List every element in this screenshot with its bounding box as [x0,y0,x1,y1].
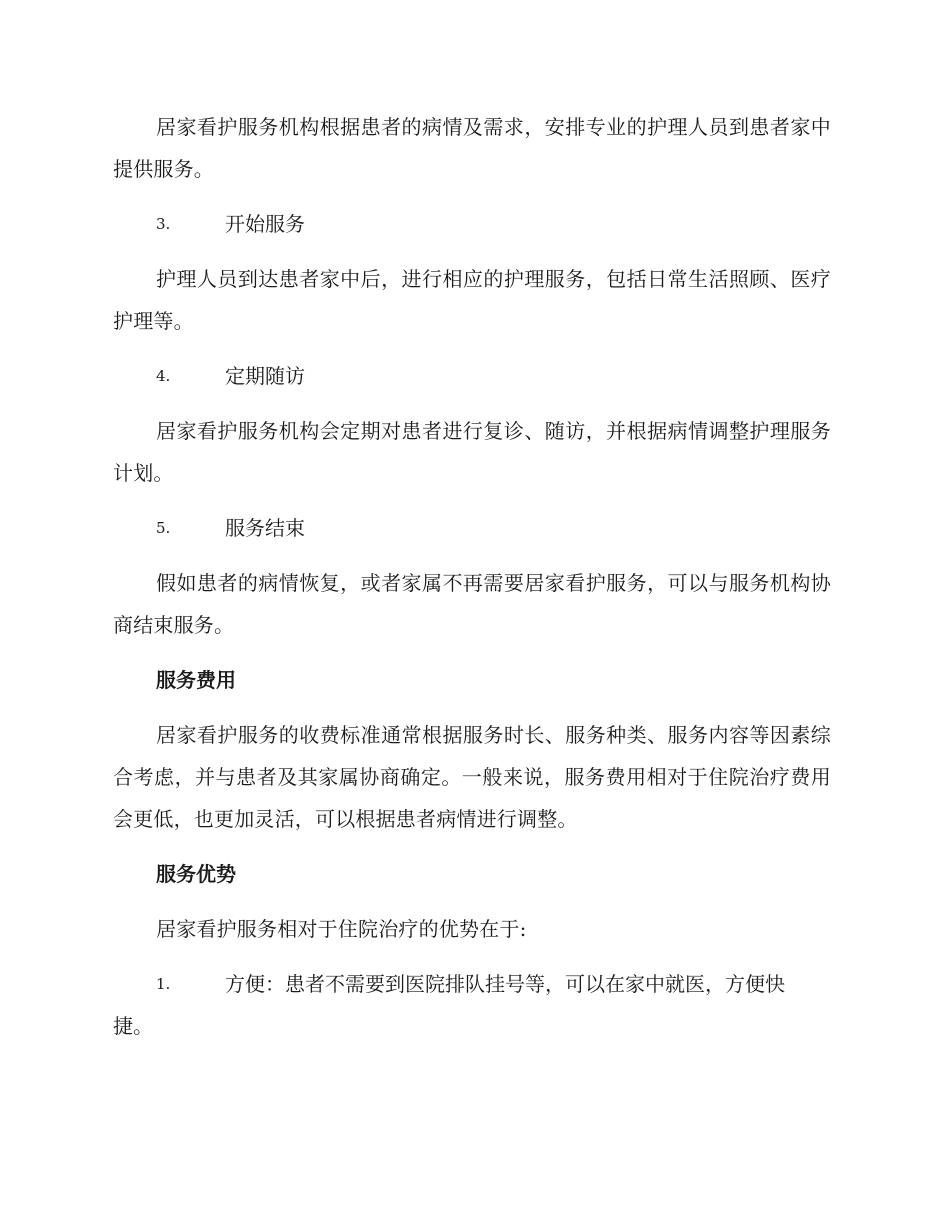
heading-service-advantage: 服务优势 [156,862,236,886]
paragraph-advantage-intro: 居家看护服务相对于住院治疗的优势在于: [156,917,527,941]
paragraph-arrange-service: 居家看护服务机构根据患者的病情及需求，安排专业的护理人员到患者家中提供服务。 [113,115,831,181]
list-number: 1. [156,975,171,993]
list-text-line1: 方便：患者不需要到医院排队挂号等，可以在家中就医，方便快 [225,972,785,996]
heading-service-fee: 服务费用 [156,668,236,692]
step-label: 服务结束 [225,516,305,540]
list-text-line2: 捷。 [113,1014,153,1038]
step-number: 5. [156,519,171,537]
paragraph-end-service: 假如患者的病情恢复，或者家属不再需要居家看护服务，可以与服务机构协商结束服务。 [113,571,831,637]
step-number: 3. [156,215,171,233]
list-item-1 [113,963,831,1047]
step-number: 4. [156,367,171,385]
paragraph-start-service: 护理人员到达患者家中后，进行相应的护理服务，包括日常生活照顾、医疗护理等。 [113,267,831,333]
step-label: 开始服务 [225,212,305,236]
paragraph-service-fee: 居家看护服务的收费标准通常根据服务时长、服务种类、服务内容等因素综合考虑，并与患者及其家属协商确定。一般来说，服务费用相对于住院治疗费用会更低，也更加灵活，可以根据患者病情进行调整。 [113,723,831,831]
step-label: 定期随访 [225,364,305,388]
paragraph-follow-up: 居家看护服务机构会定期对患者进行复诊、随访，并根据病情调整护理服务计划。 [113,419,831,485]
